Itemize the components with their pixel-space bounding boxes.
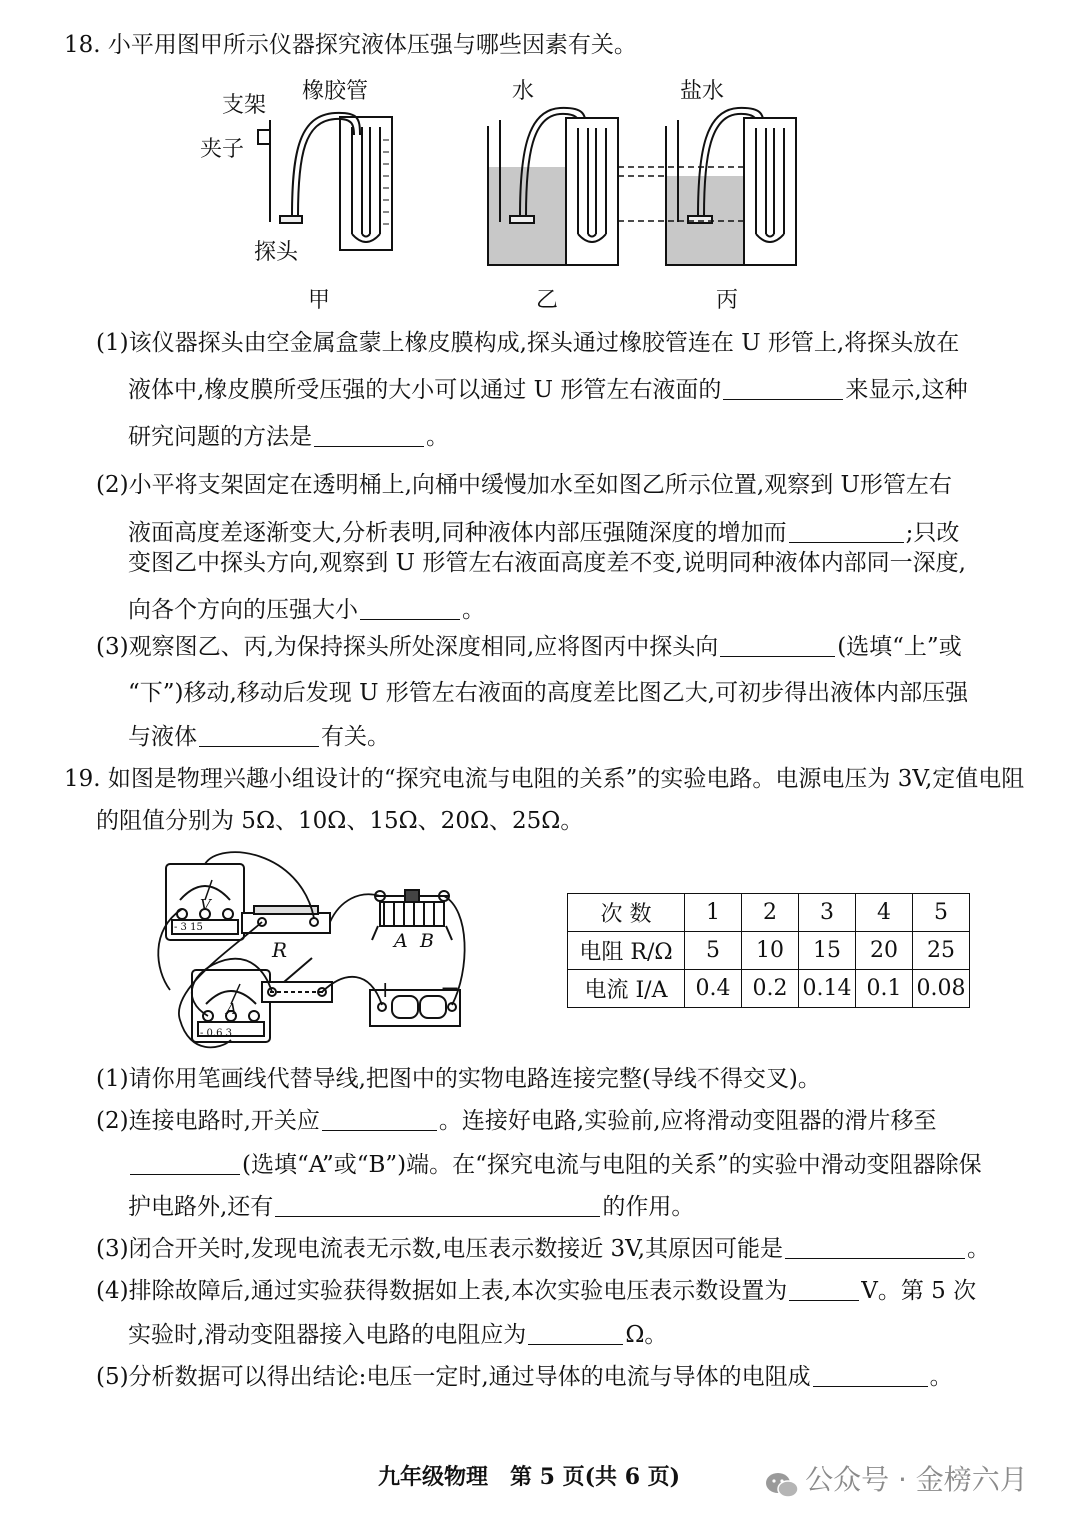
table-cell: 0.2	[742, 970, 799, 1008]
q19-part3: (3)闭合开关时,发现电流表无示数,电压表示数接近 3V,其原因可能是 。	[96, 1236, 991, 1262]
q18-part1-line2: 液体中,橡皮膜所受压强的大小可以通过 U 形管左右液面的 来显示,这种	[128, 377, 968, 403]
table-cell: 0.1	[856, 970, 913, 1008]
ammeter-scale: - 0.6 3	[200, 1028, 233, 1039]
label-fig-c: 丙	[716, 288, 739, 313]
q18-part2-line4: 向各个方向的压强大小 。	[128, 597, 485, 623]
rheostat-end-a-label: A	[394, 930, 408, 952]
table-cell: 5	[685, 932, 742, 970]
table-header-cell: 5	[913, 894, 970, 932]
q18-part2-line3: 变图乙中探头方向,观察到 U 形管左右液面高度差不变,说明同种液体内部同一深度,	[128, 550, 966, 576]
q19-part2-line3: 护电路外,还有 的作用。	[128, 1194, 695, 1220]
label-rubber-tube: 橡胶管	[302, 79, 369, 104]
label-bracket: 支架	[222, 93, 267, 118]
label-fig-a: 甲	[308, 288, 331, 313]
q19-part4-line1: (4)排除故障后,通过实验获得数据如上表,本次实验电压表示数设置为 V。第 5 次	[96, 1278, 977, 1304]
table-row-label: 电流 I/A	[568, 970, 685, 1008]
table-cell: 25	[913, 932, 970, 970]
voltmeter-label: V	[200, 896, 211, 914]
answer-blank[interactable]	[813, 1364, 928, 1387]
wechat-icon	[764, 1470, 800, 1500]
rheostat-end-b-label: B	[420, 930, 434, 952]
figure-b-apparatus	[488, 108, 618, 265]
q19-stem-line2: 的阻值分别为 5Ω、10Ω、15Ω、20Ω、25Ω。	[96, 808, 584, 834]
q19-stem-line1: 19. 如图是物理兴趣小组设计的“探究电流与电阻的关系”的实验电路。电源电压为 3V,定值电阻	[64, 766, 1025, 792]
data-table	[567, 893, 970, 1008]
table-row	[568, 932, 970, 970]
answer-blank[interactable]	[199, 724, 319, 747]
watermark-text: 公众号 · 金榜六月	[805, 1463, 1028, 1496]
battery-plus-label: +	[376, 978, 395, 1003]
answer-blank[interactable]	[130, 1152, 240, 1175]
answer-blank[interactable]	[275, 1194, 600, 1217]
label-fig-b: 乙	[536, 288, 559, 313]
ammeter-label: A	[226, 1000, 237, 1018]
table-header-cell: 2	[742, 894, 799, 932]
q18-part1-line1: (1)该仪器探头由空金属盒蒙上橡皮膜构成,探头通过橡胶管连在 U 形管上,将探头放在	[96, 330, 960, 356]
q19-part2-line1: (2)连接电路时,开关应 。连接好电路,实验前,应将滑动变阻器的滑片移至	[96, 1108, 937, 1134]
table-header-cell: 3	[799, 894, 856, 932]
resistor-label: R	[272, 938, 288, 962]
q18-part3-line3: 与液体 有关。	[128, 724, 390, 750]
answer-blank[interactable]	[720, 634, 835, 657]
table-cell: 0.14	[799, 970, 856, 1008]
q18-part3-line1: (3)观察图乙、丙,为保持探头所处深度相同,应将图丙中探头向 (选填“上”或	[96, 634, 962, 660]
figure-c-apparatus	[666, 108, 796, 265]
table-cell: 15	[799, 932, 856, 970]
answer-blank[interactable]	[314, 424, 424, 447]
table-row	[568, 970, 970, 1008]
q18-part3-line2: “下”)移动,移动后发现 U 形管左右液面的高度差比图乙大,可初步得出液体内部压强	[128, 680, 969, 706]
voltmeter-scale: - 3 15	[174, 922, 203, 933]
answer-blank[interactable]	[789, 520, 904, 543]
q18-stem: 18. 小平用图甲所示仪器探究液体压强与哪些因素有关。	[64, 32, 637, 58]
table-cell: 10	[742, 932, 799, 970]
label-clip: 夹子	[200, 137, 245, 162]
table-row-label: 电阻 R/Ω	[568, 932, 685, 970]
label-brine: 盐水	[680, 79, 725, 104]
answer-blank[interactable]	[528, 1322, 623, 1345]
q19-part1: (1)请你用笔画线代替导线,把图中的实物电路连接完整(导线不得交叉)。	[96, 1066, 821, 1092]
q19-part4-line2: 实验时,滑动变阻器接入电路的电阻应为 Ω。	[128, 1322, 668, 1348]
q18-part2-line2: 液面高度差逐渐变大,分析表明,同种液体内部压强随深度的增加而 ;只改	[128, 520, 960, 546]
q18-part1-line3: 研究问题的方法是 。	[128, 424, 449, 450]
battery-minus-label: −	[440, 974, 461, 1002]
table-cell: 0.4	[685, 970, 742, 1008]
table-header-cell: 次 数	[568, 894, 685, 932]
label-water: 水	[512, 79, 535, 104]
page-footer: 九年级物理 第 5 页(共 6 页)	[378, 1464, 681, 1490]
label-probe: 探头	[254, 240, 299, 265]
rheostat	[372, 890, 452, 940]
figure-a-apparatus	[258, 113, 392, 250]
answer-blank[interactable]	[723, 377, 843, 400]
watermark	[764, 1458, 1028, 1500]
q18-part2-line1: (2)小平将支架固定在透明桶上,向桶中缓慢加水至如图乙所示位置,观察到 U形管左右	[96, 472, 952, 498]
table-header-cell: 1	[685, 894, 742, 932]
answer-blank[interactable]	[789, 1278, 859, 1301]
table-cell: 0.08	[913, 970, 970, 1008]
table-header-row	[568, 894, 970, 932]
q19-part5: (5)分析数据可以得出结论:电压一定时,通过导体的电流与导体的电阻成 。	[96, 1364, 953, 1390]
switch	[262, 958, 332, 1002]
q19-part2-line2: (选填“A”或“B”)端。在“探究电流与电阻的关系”的实验中滑动变阻器除保	[128, 1150, 982, 1180]
answer-blank[interactable]	[360, 597, 460, 620]
pressure-apparatus-diagram	[0, 0, 1080, 320]
table-cell: 20	[856, 932, 913, 970]
answer-blank[interactable]	[322, 1108, 437, 1131]
answer-blank[interactable]	[785, 1236, 965, 1259]
table-header-cell: 4	[856, 894, 913, 932]
